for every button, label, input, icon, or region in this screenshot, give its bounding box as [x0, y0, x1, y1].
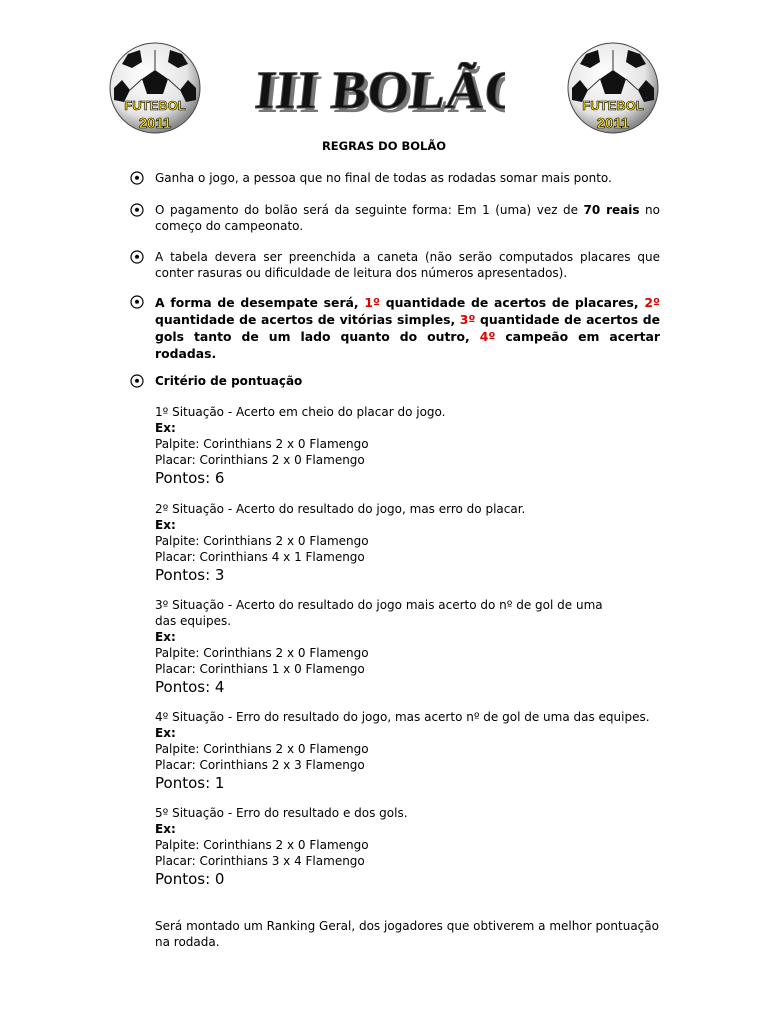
svg-text:FUTEBOL: FUTEBOL: [582, 98, 644, 113]
page-title: [255, 62, 505, 122]
rule-4: A forma de desempate será, 1º quantidade de acertos de placares, 2º quantidade de acertos de vitórias simples, 3º quantidade de acertos de gols tanto de um lado quanto do outro, 4º campeão em acertar rodadas.: [130, 294, 660, 362]
situation-5: 5º Situação - Erro do resultado e dos gols. Ex: Palpite: Corinthians 2 x 0 Flamengo Placar: Corinthians 3 x 4 Flamengo Pontos: 0: [155, 805, 655, 888]
soccer-ball-bullet-icon: [130, 295, 144, 309]
rule-1: Ganha o jogo, a pessoa que no final de todas as rodadas somar mais ponto.: [130, 170, 660, 186]
rule-2: O pagamento do bolão será da seguinte forma: Em 1 (uma) vez de 70 reais no começo do campeonato.: [130, 202, 660, 234]
soccer-ball-icon: [566, 40, 660, 144]
situation-2: 2º Situação - Acerto do resultado do jogo, mas erro do placar. Ex: Palpite: Corinthians 2 x 0 Flamengo Placar: Corinthians 4 x 1 Flamengo Pontos: 3: [155, 501, 655, 584]
situation-4: 4º Situação - Erro do resultado do jogo, mas acerto nº de gol de uma das equipes. Ex: Palpite: Corinthians 2 x 0 Flamengo Placar: Corinthians 2 x 3 Flamengo Pontos: 1: [155, 709, 655, 792]
criteria-heading: Critério de pontuação: [130, 373, 660, 389]
logo-right: [566, 40, 660, 144]
svg-text:2011: 2011: [596, 115, 630, 132]
title-text: III BOLÃO: [255, 62, 505, 120]
points: Pontos: 4: [155, 678, 225, 696]
soccer-ball-bullet-icon: [130, 203, 144, 217]
soccer-ball-bullet-icon: [130, 374, 144, 388]
points: Pontos: 6: [155, 469, 225, 487]
soccer-ball-bullet-icon: [130, 171, 144, 185]
title-shadow: III BOLÃO: [255, 64, 505, 122]
points: Pontos: 0: [155, 870, 225, 888]
svg-text:FUTEBOL: FUTEBOL: [124, 98, 186, 113]
situation-1: 1º Situação - Acerto em cheio do placar do jogo. Ex: Palpite: Corinthians 2 x 0 Flamengo Placar: Corinthians 2 x 0 Flamengo Pontos: 6: [155, 404, 655, 487]
rules-heading: REGRAS DO BOLÃO: [321, 139, 447, 153]
soccer-ball-bullet-icon: [130, 250, 144, 264]
soccer-ball-icon: [108, 40, 202, 144]
rule-3: A tabela devera ser preenchida a caneta (não serão computados placares que conter rasuras ou dificuldade de leitura dos números apresentados).: [130, 249, 660, 281]
points: Pontos: 1: [155, 774, 225, 792]
situation-3: 3º Situação - Acerto do resultado do jogo mais acerto do nº de gol de uma das equipes. Ex: Palpite: Corinthians 2 x 0 Flamengo Placar: Corinthians 1 x 0 Flamengo Pontos: 4: [155, 597, 615, 696]
points: Pontos: 3: [155, 566, 225, 584]
logo-left: [108, 40, 202, 144]
svg-text:2011: 2011: [138, 115, 172, 132]
ranking-note: Será montado um Ranking Geral, dos jogadores que obtiverem a melhor pontuação na rodada.: [155, 919, 659, 949]
